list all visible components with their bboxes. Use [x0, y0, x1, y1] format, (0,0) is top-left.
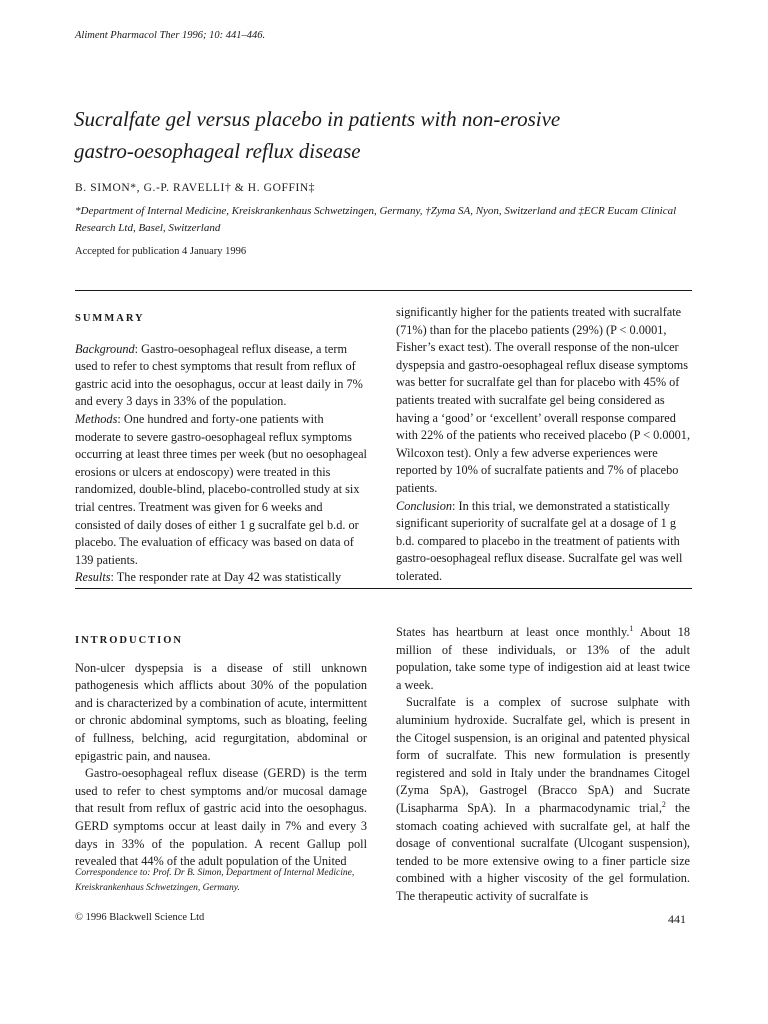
- intro-paragraph-3: [396, 624, 690, 694]
- summary-methods: [75, 411, 367, 569]
- reference-1: 1: [629, 623, 634, 633]
- para3-text-b: About 18 million of these individuals, or 13% of the adult population, take some type of indigestion aid at least twice a week.: [396, 625, 690, 692]
- para3-text-a: States has heartburn at least once monthly.: [396, 625, 630, 639]
- intro-paragraph-1: Non-ulcer dyspepsia is a disease of still unknown pathogenesis which afflicts about 30% of the population and is characterized by a combination of acute, intermittent or chronic abdominal symptoms, such as bloating, feeling of fullness, belching, acid regurgitation, abdominal or epigastric pain, and nausea.: [75, 660, 367, 763]
- background-text: : Gastro-oesophageal reflux disease, a term used to refer to chest symptoms that result from reflux of gastric acid into the oesophagus, occur at least daily in 7% and every 3 days in 33% of the population.: [75, 341, 363, 409]
- background-label: Background: [75, 341, 135, 356]
- introduction-right-column: [396, 624, 690, 906]
- results-text: : The responder rate at Day 42 was statistically: [110, 570, 342, 585]
- author-affiliations: *Department of Internal Medicine, Kreiskrankenhaus Schwetzingen, Germany, †Zyma SA, Nyon, Switzerland and ‡ECR Eucam Clinical Research Ltd, Basel, Switzerland: [75, 205, 677, 234]
- title-line-2: gastro-oesophageal reflux disease: [74, 139, 361, 163]
- introduction-heading: INTRODUCTION: [75, 635, 184, 646]
- summary-right-column: [396, 304, 690, 586]
- summary-results-continued: significantly higher for the patients treated with sucralfate (71%) than for the placebo patients (29%) (P < 0.0001, Fisher’s exact test). The overall response of the non-ulcer dyspepsia and gastro-oesophageal reflux disease symptoms was better for sucralfate gel than for placebo with 45% of patients treated with sucralfate gel being considered as having a ‘good’ or ‘excellent’ overall response compared with 22% of the patients who received placebo (P < 0.0001, Wilcoxon test). Only a few adverse experiences were reported by 10% of sucralfate patients and 7% of placebo patients.: [396, 305, 691, 495]
- summary-left-column: [75, 310, 367, 587]
- copyright-notice: © 1996 Blackwell Science Ltd: [75, 912, 205, 923]
- page-number: 441: [668, 912, 686, 926]
- conclusion-label: Conclusion: [396, 498, 453, 513]
- para4-text-b: the stomach coating achieved with sucralfate gel, at half the dosage of conventional sucralfate (Ulcogant suspension), tended to be more extensive owing to a finer particle size combined with a higher viscosity of the gel formulation. The therapeutic activity of sucralfate is: [396, 800, 690, 903]
- intro-paragraph-4: [396, 694, 690, 905]
- summary-conclusion: [396, 498, 690, 586]
- journal-reference: Aliment Pharmacol Ther 1996; 10: 441–446.: [75, 30, 266, 41]
- summary-results-start: [75, 569, 367, 587]
- section-divider: [75, 588, 692, 589]
- correspondence-note: Correspondence to: Prof. Dr B. Simon, Department of Internal Medicine, Kreiskrankenhaus Schwetzingen, Germany.: [75, 868, 355, 893]
- introduction-left-column: [75, 632, 367, 871]
- reference-2: 2: [661, 799, 666, 809]
- accepted-date: Accepted for publication 4 January 1996: [75, 246, 247, 257]
- intro-paragraph-2: Gastro-oesophageal reflux disease (GERD) is the term used to refer to chest symptoms and/or mucosal damage that result from reflux of gastric acid into the oesophagus. GERD symptoms occur at least daily in 7% and every 3 days in 33% of the population. A recent Gallup poll revealed that 44% of the adult population of the United: [75, 766, 367, 869]
- summary-background: [75, 341, 367, 411]
- summary-heading: SUMMARY: [75, 313, 145, 324]
- para4-text-a: Sucralfate is a complex of sucrose sulphate with aluminium hydroxide. Sucralfate gel, which is present in the Citogel suspension, is an original and patented physical form of sucralfate. This new formulation is presently registered and sold in Italy under the brandnames Citogel (Zyma SpA), Gastrogel (Bracco SpA) and Sucrate (Lisapharma SpA). In a pharmacodynamic trial,: [396, 695, 690, 815]
- methods-text: : One hundred and forty-one patients with moderate to severe gastro-oesophageal reflux symptoms occurring at least three times per week (but no oesophageal erosions or ulcers at endoscopy) were treated in this randomized, double-blind, placebo-controlled study at six trial centres. Treatment was given for 6 weeks and consisted of daily doses of either 1 g sucralfate gel b.d. or placebo. The evaluation of efficacy was based on data of 139 patients.: [75, 411, 367, 567]
- author-list: B. SIMON*, G.-P. RAVELLI† & H. GOFFIN‡: [75, 182, 316, 194]
- methods-label: Methods: [75, 411, 118, 426]
- results-label: Results: [75, 570, 111, 585]
- title-line-1: Sucralfate gel versus placebo in patients with non-erosive: [74, 107, 561, 131]
- top-divider: [75, 290, 692, 291]
- conclusion-text: : In this trial, we demonstrated a statistically significant superiority of sucralfate gel at a dosage of 1 g b.d. compared to placebo in the treatment of patients with gastro-oesophageal reflux disease. Sucralfate gel was well tolerated.: [396, 498, 683, 583]
- article-title: [74, 103, 674, 167]
